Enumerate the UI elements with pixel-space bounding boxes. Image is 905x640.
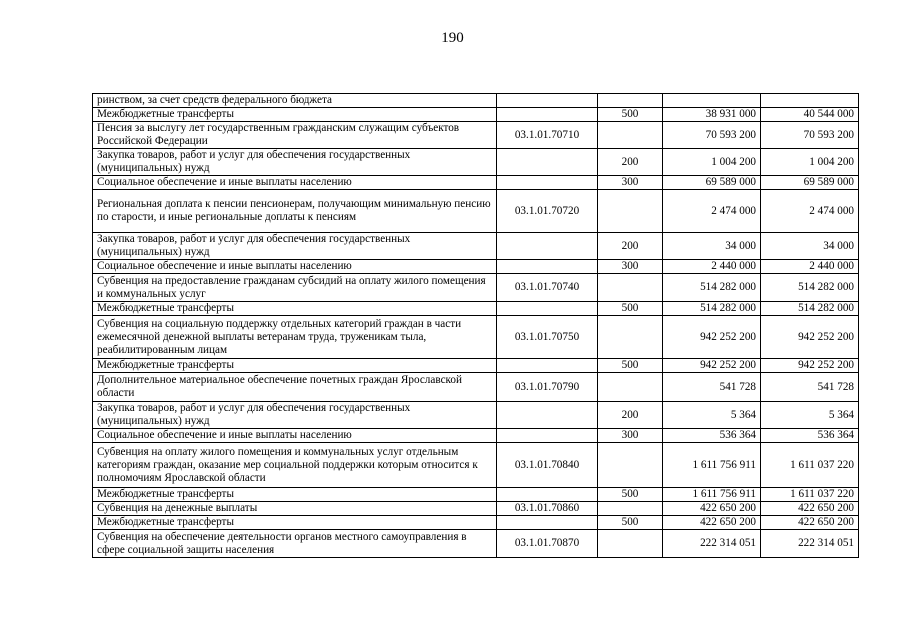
row-expense-type-cell <box>598 530 663 558</box>
row-amount-2024-cell: 34 000 <box>761 233 859 260</box>
row-code-cell <box>497 402 598 429</box>
row-name-cell: Субвенция на оплату жилого помещения и коммунальных услуг отдельным категориям граждан, оказание мер социальной поддержки которым относится к полномочиям Ярославской области <box>93 443 497 488</box>
row-code-cell: 03.1.01.70750 <box>497 316 598 359</box>
row-amount-2023-cell: 1 611 756 911 <box>663 488 761 502</box>
row-amount-2023-cell: 422 650 200 <box>663 516 761 530</box>
row-code-cell: 03.1.01.70840 <box>497 443 598 488</box>
row-code-cell <box>497 488 598 502</box>
row-code-cell <box>497 429 598 443</box>
row-expense-type-cell: 500 <box>598 108 663 122</box>
row-code-cell: 03.1.01.70860 <box>497 502 598 516</box>
table-row <box>93 302 859 316</box>
table-row <box>93 108 859 122</box>
table-row <box>93 94 859 108</box>
table-row <box>93 176 859 190</box>
row-amount-2023-cell: 514 282 000 <box>663 274 761 302</box>
row-expense-type-cell: 500 <box>598 488 663 502</box>
row-name-cell: Социальное обеспечение и иные выплаты населению <box>93 260 497 274</box>
row-expense-type-cell: 500 <box>598 359 663 373</box>
row-expense-type-cell <box>598 373 663 402</box>
row-code-cell <box>497 149 598 176</box>
row-amount-2023-cell: 2 474 000 <box>663 190 761 233</box>
row-code-cell <box>497 233 598 260</box>
table-row <box>93 190 859 233</box>
table-row <box>93 316 859 359</box>
budget-table-body <box>93 94 859 558</box>
table-row <box>93 429 859 443</box>
page-number: 190 <box>441 30 464 46</box>
table-row <box>93 502 859 516</box>
row-expense-type-cell: 200 <box>598 402 663 429</box>
row-amount-2023-cell <box>663 94 761 108</box>
row-expense-type-cell: 300 <box>598 260 663 274</box>
row-amount-2024-cell: 942 252 200 <box>761 316 859 359</box>
row-amount-2023-cell: 222 314 051 <box>663 530 761 558</box>
row-name-cell: Межбюджетные трансферты <box>93 359 497 373</box>
row-expense-type-cell <box>598 94 663 108</box>
row-code-cell <box>497 302 598 316</box>
row-amount-2024-cell: 70 593 200 <box>761 122 859 149</box>
row-name-cell: Межбюджетные трансферты <box>93 488 497 502</box>
row-amount-2023-cell: 1 004 200 <box>663 149 761 176</box>
row-code-cell: 03.1.01.70790 <box>497 373 598 402</box>
row-name-cell: Межбюджетные трансферты <box>93 302 497 316</box>
row-expense-type-cell: 500 <box>598 302 663 316</box>
row-amount-2023-cell: 541 728 <box>663 373 761 402</box>
row-amount-2024-cell: 5 364 <box>761 402 859 429</box>
row-expense-type-cell: 300 <box>598 176 663 190</box>
row-code-cell <box>497 94 598 108</box>
row-amount-2024-cell: 40 544 000 <box>761 108 859 122</box>
table-row <box>93 530 859 558</box>
table-row <box>93 274 859 302</box>
row-amount-2024-cell: 222 314 051 <box>761 530 859 558</box>
row-expense-type-cell: 300 <box>598 429 663 443</box>
row-name-cell: Субвенция на денежные выплаты <box>93 502 497 516</box>
row-expense-type-cell <box>598 502 663 516</box>
row-amount-2023-cell: 422 650 200 <box>663 502 761 516</box>
row-amount-2023-cell: 536 364 <box>663 429 761 443</box>
row-amount-2024-cell: 2 440 000 <box>761 260 859 274</box>
row-code-cell: 03.1.01.70710 <box>497 122 598 149</box>
row-amount-2024-cell: 422 650 200 <box>761 516 859 530</box>
row-name-cell: ринством, за счет средств федерального бюджета <box>93 94 497 108</box>
row-expense-type-cell: 500 <box>598 516 663 530</box>
row-amount-2023-cell: 69 589 000 <box>663 176 761 190</box>
table-row <box>93 359 859 373</box>
row-amount-2024-cell <box>761 94 859 108</box>
row-expense-type-cell <box>598 443 663 488</box>
row-amount-2023-cell: 38 931 000 <box>663 108 761 122</box>
row-amount-2024-cell: 1 611 037 220 <box>761 443 859 488</box>
row-name-cell: Пенсия за выслугу лет государственным гражданским служащим субъектов Российской Федерации <box>93 122 497 149</box>
row-name-cell: Межбюджетные трансферты <box>93 108 497 122</box>
row-name-cell: Региональная доплата к пенсии пенсионерам, получающим минимальную пенсию по старости, и иные региональные доплаты к пенсиям <box>93 190 497 233</box>
row-expense-type-cell <box>598 274 663 302</box>
row-amount-2023-cell: 34 000 <box>663 233 761 260</box>
row-code-cell <box>497 176 598 190</box>
row-expense-type-cell <box>598 190 663 233</box>
row-code-cell: 03.1.01.70740 <box>497 274 598 302</box>
row-amount-2024-cell: 942 252 200 <box>761 359 859 373</box>
row-name-cell: Субвенция на социальную поддержку отдельных категорий граждан в части ежемесячной денежной выплаты ветеранам труда, труженикам тыла, реабилитированным лицам <box>93 316 497 359</box>
row-amount-2023-cell: 1 611 756 911 <box>663 443 761 488</box>
row-amount-2024-cell: 1 611 037 220 <box>761 488 859 502</box>
row-code-cell <box>497 260 598 274</box>
table-row <box>93 516 859 530</box>
table-row <box>93 233 859 260</box>
row-amount-2024-cell: 541 728 <box>761 373 859 402</box>
table-row <box>93 488 859 502</box>
table-row <box>93 443 859 488</box>
row-code-cell <box>497 108 598 122</box>
budget-table <box>92 93 859 558</box>
row-name-cell: Закупка товаров, работ и услуг для обеспечения государственных (муниципальных) нужд <box>93 233 497 260</box>
row-name-cell: Закупка товаров, работ и услуг для обеспечения государственных (муниципальных) нужд <box>93 402 497 429</box>
row-amount-2024-cell: 514 282 000 <box>761 302 859 316</box>
table-row <box>93 402 859 429</box>
row-amount-2023-cell: 942 252 200 <box>663 316 761 359</box>
table-row <box>93 373 859 402</box>
row-amount-2024-cell: 514 282 000 <box>761 274 859 302</box>
row-name-cell: Межбюджетные трансферты <box>93 516 497 530</box>
table-row <box>93 122 859 149</box>
row-amount-2024-cell: 69 589 000 <box>761 176 859 190</box>
row-amount-2024-cell: 536 364 <box>761 429 859 443</box>
row-amount-2023-cell: 70 593 200 <box>663 122 761 149</box>
row-amount-2024-cell: 1 004 200 <box>761 149 859 176</box>
row-name-cell: Субвенция на обеспечение деятельности органов местного самоуправления в сфере социальной защиты населения <box>93 530 497 558</box>
row-expense-type-cell <box>598 122 663 149</box>
row-code-cell <box>497 359 598 373</box>
row-amount-2023-cell: 2 440 000 <box>663 260 761 274</box>
row-amount-2024-cell: 2 474 000 <box>761 190 859 233</box>
row-amount-2023-cell: 514 282 000 <box>663 302 761 316</box>
row-amount-2024-cell: 422 650 200 <box>761 502 859 516</box>
table-row <box>93 260 859 274</box>
row-name-cell: Социальное обеспечение и иные выплаты населению <box>93 176 497 190</box>
row-name-cell: Субвенция на предоставление гражданам субсидий на оплату жилого помещения и коммунальных услуг <box>93 274 497 302</box>
row-name-cell: Закупка товаров, работ и услуг для обеспечения государственных (муниципальных) нужд <box>93 149 497 176</box>
row-code-cell <box>497 516 598 530</box>
row-expense-type-cell <box>598 316 663 359</box>
row-name-cell: Социальное обеспечение и иные выплаты населению <box>93 429 497 443</box>
row-amount-2023-cell: 5 364 <box>663 402 761 429</box>
row-expense-type-cell: 200 <box>598 149 663 176</box>
row-amount-2023-cell: 942 252 200 <box>663 359 761 373</box>
table-row <box>93 149 859 176</box>
row-code-cell: 03.1.01.70870 <box>497 530 598 558</box>
row-name-cell: Дополнительное материальное обеспечение почетных граждан Ярославской области <box>93 373 497 402</box>
row-code-cell: 03.1.01.70720 <box>497 190 598 233</box>
row-expense-type-cell: 200 <box>598 233 663 260</box>
